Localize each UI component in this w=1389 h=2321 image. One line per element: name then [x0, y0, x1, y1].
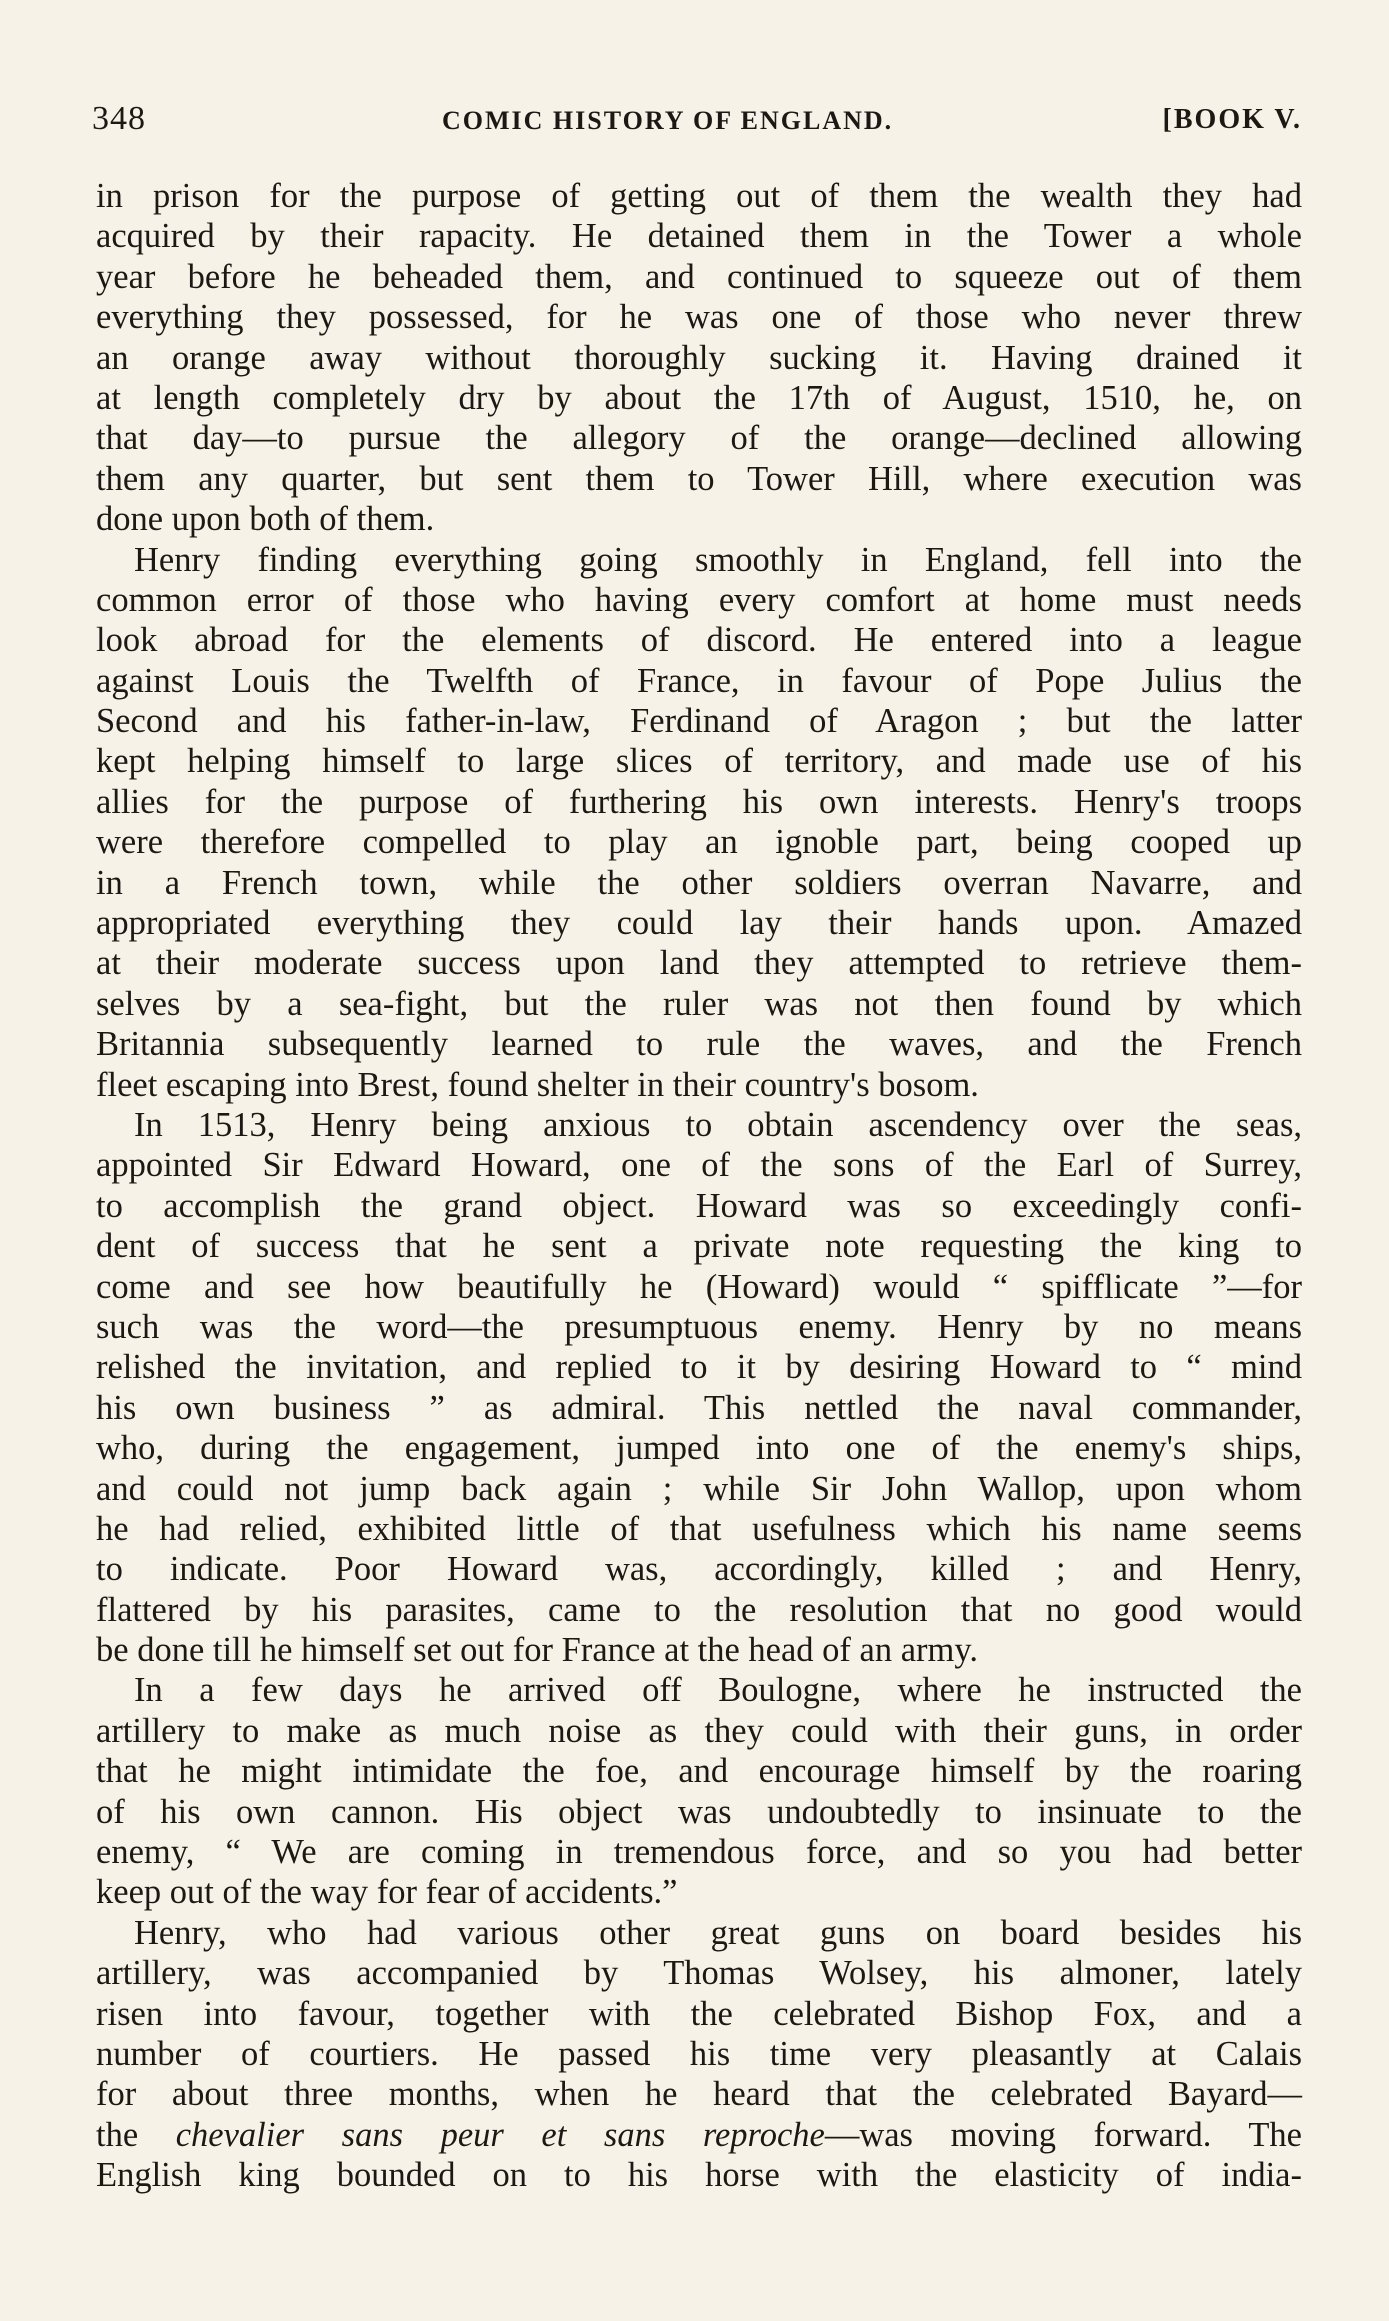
- text-line: for about three months, when he heard that the celebrated Bayard—: [96, 2075, 1302, 2114]
- text-line: them any quarter, but sent them to Tower Hill, where execution was: [96, 459, 1302, 498]
- text-line: English king bounded on to his horse with the elasticity of india-: [96, 2156, 1302, 2195]
- text-line: an orange away without thoroughly sucking it. Having drained it: [96, 338, 1302, 377]
- text-line: allies for the purpose of furthering his own interests. Henry's troops: [96, 782, 1302, 821]
- text-line: and could not jump back again ; while Sir John Wallop, upon whom: [96, 1469, 1302, 1508]
- text-line: Britannia subsequently learned to rule the waves, and the French: [96, 1025, 1302, 1064]
- book-label: [BOOK V.: [1162, 104, 1302, 135]
- text-line: risen into favour, together with the celebrated Bishop Fox, and a: [96, 1994, 1302, 2033]
- text-line: In 1513, Henry being anxious to obtain ascendency over the seas,: [134, 1105, 1302, 1144]
- text-line: artillery, was accompanied by Thomas Wolsey, his almoner, lately: [96, 1954, 1302, 1993]
- text-line: acquired by their rapacity. He detained them in the Tower a whole: [96, 217, 1302, 256]
- text-line: such was the word—the presumptuous enemy. Henry by no means: [96, 1307, 1302, 1346]
- text-line: common error of those who having every comfort at home must needs: [96, 580, 1302, 619]
- text-line: against Louis the Twelfth of France, in favour of Pope Julius the: [96, 661, 1302, 700]
- text-line: he had relied, exhibited little of that usefulness which his name seems: [96, 1509, 1302, 1548]
- text-line: kept helping himself to large slices of territory, and made use of his: [96, 742, 1302, 781]
- page-number: 348: [92, 100, 146, 137]
- text-line: Second and his father-in-law, Ferdinand of Aragon ; but the latter: [96, 702, 1302, 741]
- text-line: fleet escaping into Brest, found shelter in their country's bosom.: [96, 1065, 979, 1104]
- text-line: were therefore compelled to play an ignoble part, being cooped up: [96, 823, 1302, 862]
- text-line: number of courtiers. He passed his time very pleasantly at Calais: [96, 2034, 1302, 2073]
- text-line: selves by a sea-fight, but the ruler was not then found by which: [96, 984, 1302, 1023]
- text-line: be done till he himself set out for France at the head of an army.: [96, 1631, 979, 1670]
- text-line: artillery to make as much noise as they could with their guns, in order: [96, 1711, 1302, 1750]
- text-line: everything they possessed, for he was one of those who never threw: [96, 298, 1302, 337]
- text-line: that day—to pursue the allegory of the orange—declined allowing: [96, 419, 1302, 458]
- text-line: appointed Sir Edward Howard, one of the sons of the Earl of Surrey,: [96, 1146, 1302, 1185]
- text-line: at length completely dry by about the 17th of August, 1510, he, on: [96, 378, 1302, 417]
- text-line: that he might intimidate the foe, and encourage himself by the roaring: [96, 1752, 1302, 1791]
- text-line: done upon both of them.: [96, 500, 435, 539]
- text-line: appropriated everything they could lay their hands upon. Amazed: [96, 904, 1302, 943]
- text-line: enemy, “ We are coming in tremendous force, and so you had better: [96, 1833, 1302, 1872]
- running-header: [92, 100, 1302, 140]
- text-line: year before he beheaded them, and continued to squeeze out of them: [96, 257, 1302, 296]
- text-line: relished the invitation, and replied to it by desiring Howard to “ mind: [96, 1348, 1302, 1387]
- text-line: who, during the engagement, jumped into one of the enemy's ships,: [96, 1429, 1302, 1468]
- body-text: [96, 176, 1302, 2196]
- text-line: at their moderate success upon land they attempted to retrieve them-: [96, 944, 1302, 983]
- text-line: the chevalier sans peur et sans reproche—was moving forward. The: [96, 2115, 1302, 2154]
- text-line: flattered by his parasites, came to the resolution that no good would: [96, 1590, 1302, 1629]
- text-line: in prison for the purpose of getting out of them the wealth they had: [96, 177, 1302, 215]
- text-line: In a few days he arrived off Boulogne, where he instructed the: [134, 1671, 1302, 1710]
- text-line: keep out of the way for fear of accidents.”: [96, 1873, 678, 1912]
- text-line: Henry, who had various other great guns on board besides his: [134, 1913, 1302, 1952]
- text-line: come and see how beautifully he (Howard) would “ spifflicate ”—for: [96, 1267, 1302, 1306]
- text-line: look abroad for the elements of discord. He entered into a league: [96, 621, 1302, 660]
- running-title: COMIC HISTORY OF ENGLAND.: [442, 106, 894, 135]
- text-line: dent of success that he sent a private note requesting the king to: [96, 1227, 1302, 1266]
- text-line: in a French town, while the other soldiers overran Navarre, and: [96, 863, 1302, 902]
- text-line: his own business ” as admiral. This nettled the naval commander,: [96, 1388, 1302, 1427]
- text-line: to accomplish the grand object. Howard was so exceedingly confi-: [96, 1186, 1302, 1225]
- text-line: of his own cannon. His object was undoubtedly to insinuate to the: [96, 1792, 1302, 1831]
- text-line: Henry finding everything going smoothly in England, fell into the: [134, 540, 1302, 579]
- text-line: to indicate. Poor Howard was, accordingly, killed ; and Henry,: [96, 1550, 1302, 1589]
